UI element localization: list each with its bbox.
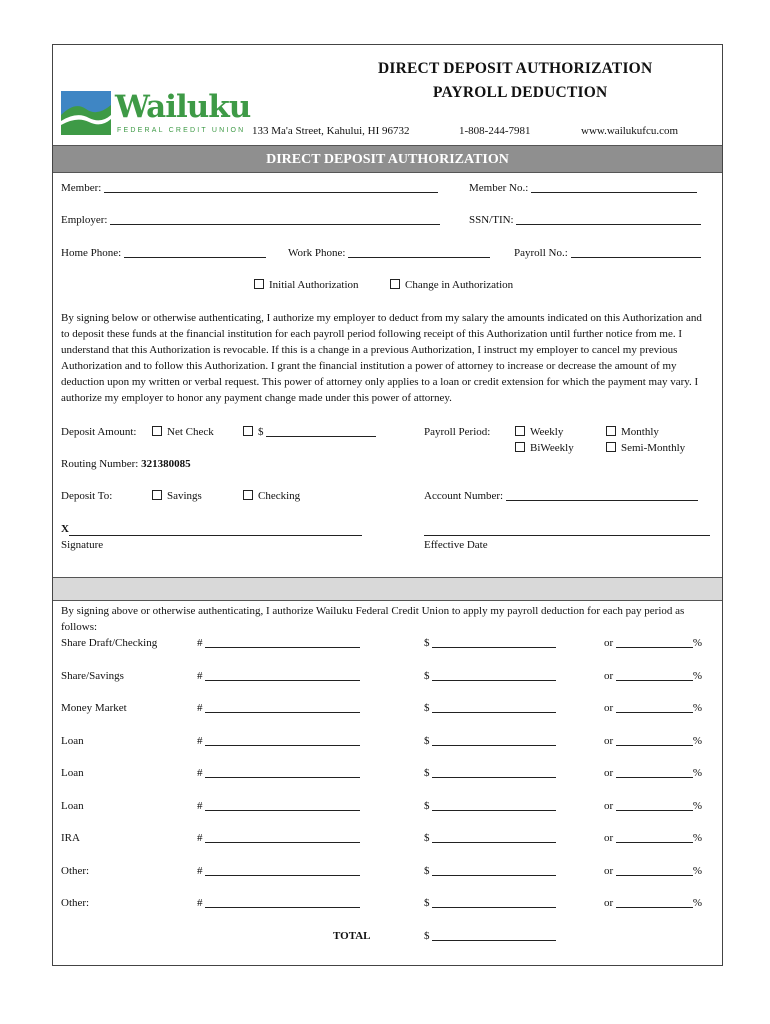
semimonthly-checkbox[interactable]: [606, 442, 616, 452]
hash-sign: #: [197, 865, 203, 877]
net-check-option[interactable]: [152, 426, 214, 439]
allocation-number: [197, 735, 360, 748]
percent-sign: %: [692, 767, 703, 779]
member-no-row: [469, 182, 697, 195]
percent-sign: %: [692, 637, 703, 649]
allocation-amount-field[interactable]: [432, 637, 556, 648]
net-check-checkbox[interactable]: [152, 426, 162, 436]
allocation-percent: [604, 832, 702, 845]
allocation-number: [197, 767, 360, 780]
effective-date-label: Effective Date: [424, 539, 488, 551]
allocation-percent: [604, 670, 702, 683]
home-phone-row: [61, 247, 266, 260]
biweekly-label: BiWeekly: [530, 442, 574, 454]
checking-option[interactable]: [243, 490, 300, 503]
deposit-to-label: Deposit To:: [61, 490, 113, 502]
section-band-direct-deposit: DIRECT DEPOSIT AUTHORIZATION: [53, 145, 722, 173]
form-title-line2: PAYROLL DEDUCTION: [433, 84, 608, 101]
savings-label: Savings: [167, 490, 202, 502]
account-number-field[interactable]: [506, 490, 698, 501]
or-label: or: [604, 800, 614, 812]
home-phone-label: Home Phone:: [61, 247, 122, 259]
allocation-percent: [604, 702, 702, 715]
hash-sign: #: [197, 637, 203, 649]
allocation-number: [197, 832, 360, 845]
allocation-amount-field[interactable]: [432, 832, 556, 843]
allocation-percent-field[interactable]: [616, 702, 693, 713]
allocation-amount: [424, 832, 556, 845]
deposit-amount-label: Deposit Amount:: [61, 426, 137, 438]
allocation-percent-field[interactable]: [616, 865, 693, 876]
semimonthly-option[interactable]: [606, 442, 685, 455]
ssn-field[interactable]: [516, 214, 701, 225]
allocation-account-label: Share Draft/Checking: [61, 637, 158, 649]
work-phone-row: [288, 247, 490, 260]
allocation-amount-field[interactable]: [432, 800, 556, 811]
allocation-amount-field[interactable]: [432, 702, 556, 713]
section-band-allocation: [53, 577, 722, 601]
allocation-number: [197, 702, 360, 715]
percent-sign: %: [692, 670, 703, 682]
allocation-number: [197, 670, 360, 683]
initial-authorization-option[interactable]: [254, 279, 359, 292]
percent-sign: %: [692, 735, 703, 747]
dollar-sign: $: [424, 800, 430, 812]
employer-label: Employer:: [61, 214, 108, 226]
signature-label: Signature: [61, 539, 104, 551]
dollar-amount-checkbox[interactable]: [243, 426, 253, 436]
dollar-sign: $: [424, 735, 430, 747]
hash-sign: #: [197, 767, 203, 779]
allocation-account-label: IRA: [61, 832, 80, 844]
employer-field[interactable]: [110, 214, 440, 225]
allocation-account-label: Other:: [61, 897, 90, 909]
allocation-amount-field[interactable]: [432, 735, 556, 746]
hash-sign: #: [197, 800, 203, 812]
net-check-label: Net Check: [167, 426, 214, 438]
or-label: or: [604, 832, 614, 844]
allocation-number: [197, 800, 360, 813]
weekly-label: Weekly: [530, 426, 564, 438]
allocation-amount: [424, 637, 556, 650]
allocation-account-label: Other:: [61, 865, 90, 877]
account-number-label: Account Number:: [424, 490, 504, 502]
allocation-percent: [604, 767, 702, 780]
hash-sign: #: [197, 897, 203, 909]
total-amount-field[interactable]: [432, 930, 556, 941]
allocation-number: [197, 865, 360, 878]
allocation-number: [197, 637, 360, 650]
weekly-checkbox[interactable]: [515, 426, 525, 436]
checking-label: Checking: [258, 490, 301, 502]
allocation-percent: [604, 735, 702, 748]
biweekly-checkbox[interactable]: [515, 442, 525, 452]
allocation-number-field[interactable]: [205, 897, 360, 908]
percent-sign: %: [692, 800, 703, 812]
semimonthly-label: Semi-Monthly: [621, 442, 686, 454]
allocation-amount-field[interactable]: [432, 767, 556, 778]
payroll-no-label: Payroll No.:: [514, 247, 568, 259]
allocation-percent-field[interactable]: [616, 670, 693, 681]
dollar-amount-option[interactable]: [243, 426, 376, 439]
monthly-option[interactable]: [606, 426, 659, 439]
weekly-option[interactable]: [515, 426, 563, 439]
allocation-paragraph: By signing above or otherwise authenticating, I authorize Wailuku Federal Credit Union to apply my payroll deduction for each pay period as follows:: [61, 605, 685, 633]
monthly-checkbox[interactable]: [606, 426, 616, 436]
allocation-amount: [424, 670, 556, 683]
hash-sign: #: [197, 832, 203, 844]
allocation-amount: [424, 767, 556, 780]
ssn-row: [469, 214, 701, 227]
percent-sign: %: [692, 702, 703, 714]
allocation-amount: [424, 865, 556, 878]
allocation-amount: [424, 735, 556, 748]
dollar-sign: $: [424, 767, 430, 779]
allocation-number-field[interactable]: [205, 735, 360, 746]
member-row: [61, 182, 438, 195]
allocation-percent: [604, 897, 702, 910]
allocation-amount-field[interactable]: [432, 897, 556, 908]
hash-sign: #: [197, 735, 203, 747]
change-authorization-checkbox[interactable]: [390, 279, 400, 289]
allocation-percent-field[interactable]: [616, 897, 693, 908]
dollar-sign: $: [424, 702, 430, 714]
signature-field[interactable]: [69, 523, 362, 536]
allocation-number-field[interactable]: [205, 670, 360, 681]
allocation-amount: [424, 897, 556, 910]
allocation-number-field[interactable]: [205, 702, 360, 713]
routing-number-label: Routing Number:: [61, 458, 139, 470]
work-phone-label: Work Phone:: [288, 247, 346, 259]
percent-sign: %: [692, 897, 703, 909]
or-label: or: [604, 637, 614, 649]
hash-sign: #: [197, 670, 203, 682]
payroll-no-field[interactable]: [571, 247, 701, 258]
dollar-sign: $: [258, 426, 264, 438]
allocation-amount-field[interactable]: [432, 670, 556, 681]
effective-date-field[interactable]: [424, 523, 710, 536]
savings-checkbox[interactable]: [152, 490, 162, 500]
allocation-percent: [604, 637, 702, 650]
allocation-number-field[interactable]: [205, 832, 360, 843]
allocation-number-field[interactable]: [205, 637, 360, 648]
ssn-label: SSN/TIN:: [469, 214, 514, 226]
member-no-field[interactable]: [531, 182, 697, 193]
website: www.wailukufcu.com: [581, 125, 679, 137]
percent-sign: %: [692, 832, 703, 844]
routing-number-row: [61, 458, 191, 471]
routing-number-value: 321380085: [141, 458, 191, 470]
work-phone-field[interactable]: [348, 247, 490, 258]
member-field[interactable]: [104, 182, 438, 193]
form-title-line1: DIRECT DEPOSIT AUTHORIZATION: [378, 60, 653, 77]
allocation-percent: [604, 865, 702, 878]
initial-authorization-checkbox[interactable]: [254, 279, 264, 289]
address: 133 Ma'a Street, Kahului, HI 96732: [252, 125, 410, 137]
payroll-no-row: [514, 247, 701, 260]
member-label: Member:: [61, 182, 102, 194]
or-label: or: [604, 897, 614, 909]
logo: [61, 91, 251, 137]
total-amount: [424, 930, 556, 943]
allocation-number: [197, 897, 360, 910]
dollar-sign: $: [424, 865, 430, 877]
allocation-amount-field[interactable]: [432, 865, 556, 876]
initial-authorization-label: Initial Authorization: [269, 279, 359, 291]
account-number-row: [424, 490, 698, 503]
signature-x: X: [61, 523, 69, 535]
home-phone-field[interactable]: [124, 247, 266, 258]
savings-option[interactable]: [152, 490, 202, 503]
allocation-account-label: Money Market: [61, 702, 127, 714]
allocation-percent-field[interactable]: [616, 637, 693, 648]
employer-row: [61, 214, 440, 227]
logo-word: Wailuku: [115, 89, 251, 125]
checking-checkbox[interactable]: [243, 490, 253, 500]
total-dollar-sign: $: [424, 930, 430, 942]
allocation-percent-field[interactable]: [616, 735, 693, 746]
allocation-number-field[interactable]: [205, 767, 360, 778]
dollar-sign: $: [424, 670, 430, 682]
change-authorization-label: Change in Authorization: [405, 279, 514, 291]
dollar-sign: $: [424, 637, 430, 649]
payroll-period-label: Payroll Period:: [424, 426, 491, 438]
or-label: or: [604, 670, 614, 682]
percent-sign: %: [692, 865, 703, 877]
change-authorization-option[interactable]: [390, 279, 513, 292]
biweekly-option[interactable]: [515, 442, 574, 455]
allocation-percent-field[interactable]: [616, 767, 693, 778]
authorization-paragraph: By signing below or otherwise authenticating, I authorize my employer to deduct from my salary the amounts indicated on this Authorization and to deposit these funds at the financial institution for each payroll period following receipt of this Authorization until further notice from me. I understand that this Authorization is revocable. If this is a change in a previous Authorization, I instruct my employer to cancel my previous Authorization and to follow this Authorization. I grant the financial institution a power of attorney to increase or decrease the amount of my deduction upon my written or verbal request. This power of attorney only applies to a loan or credit extension for which the payment may vary. I authorize my employer to honor any payment change made under this power of attorney.: [61, 312, 702, 404]
phone-number: 1-808-244-7981: [459, 125, 531, 137]
allocation-number-field[interactable]: [205, 865, 360, 876]
allocation-account-label: Loan: [61, 735, 84, 747]
or-label: or: [604, 767, 614, 779]
logo-mark-icon: [61, 91, 111, 135]
logo-subtitle: FEDERAL CREDIT UNION: [117, 127, 246, 134]
or-label: or: [604, 865, 614, 877]
hash-sign: #: [197, 702, 203, 714]
allocation-percent-field[interactable]: [616, 832, 693, 843]
dollar-sign: $: [424, 832, 430, 844]
or-label: or: [604, 702, 614, 714]
allocation-percent-field[interactable]: [616, 800, 693, 811]
monthly-label: Monthly: [621, 426, 659, 438]
allocation-number-field[interactable]: [205, 800, 360, 811]
or-label: or: [604, 735, 614, 747]
dollar-amount-field[interactable]: [266, 426, 376, 437]
total-label: TOTAL: [333, 930, 371, 942]
allocation-account-label: Share/Savings: [61, 670, 124, 682]
allocation-amount: [424, 800, 556, 813]
allocation-amount: [424, 702, 556, 715]
allocation-account-label: Loan: [61, 767, 84, 779]
allocation-account-label: Loan: [61, 800, 84, 812]
dollar-sign: $: [424, 897, 430, 909]
allocation-percent: [604, 800, 702, 813]
member-no-label: Member No.:: [469, 182, 529, 194]
